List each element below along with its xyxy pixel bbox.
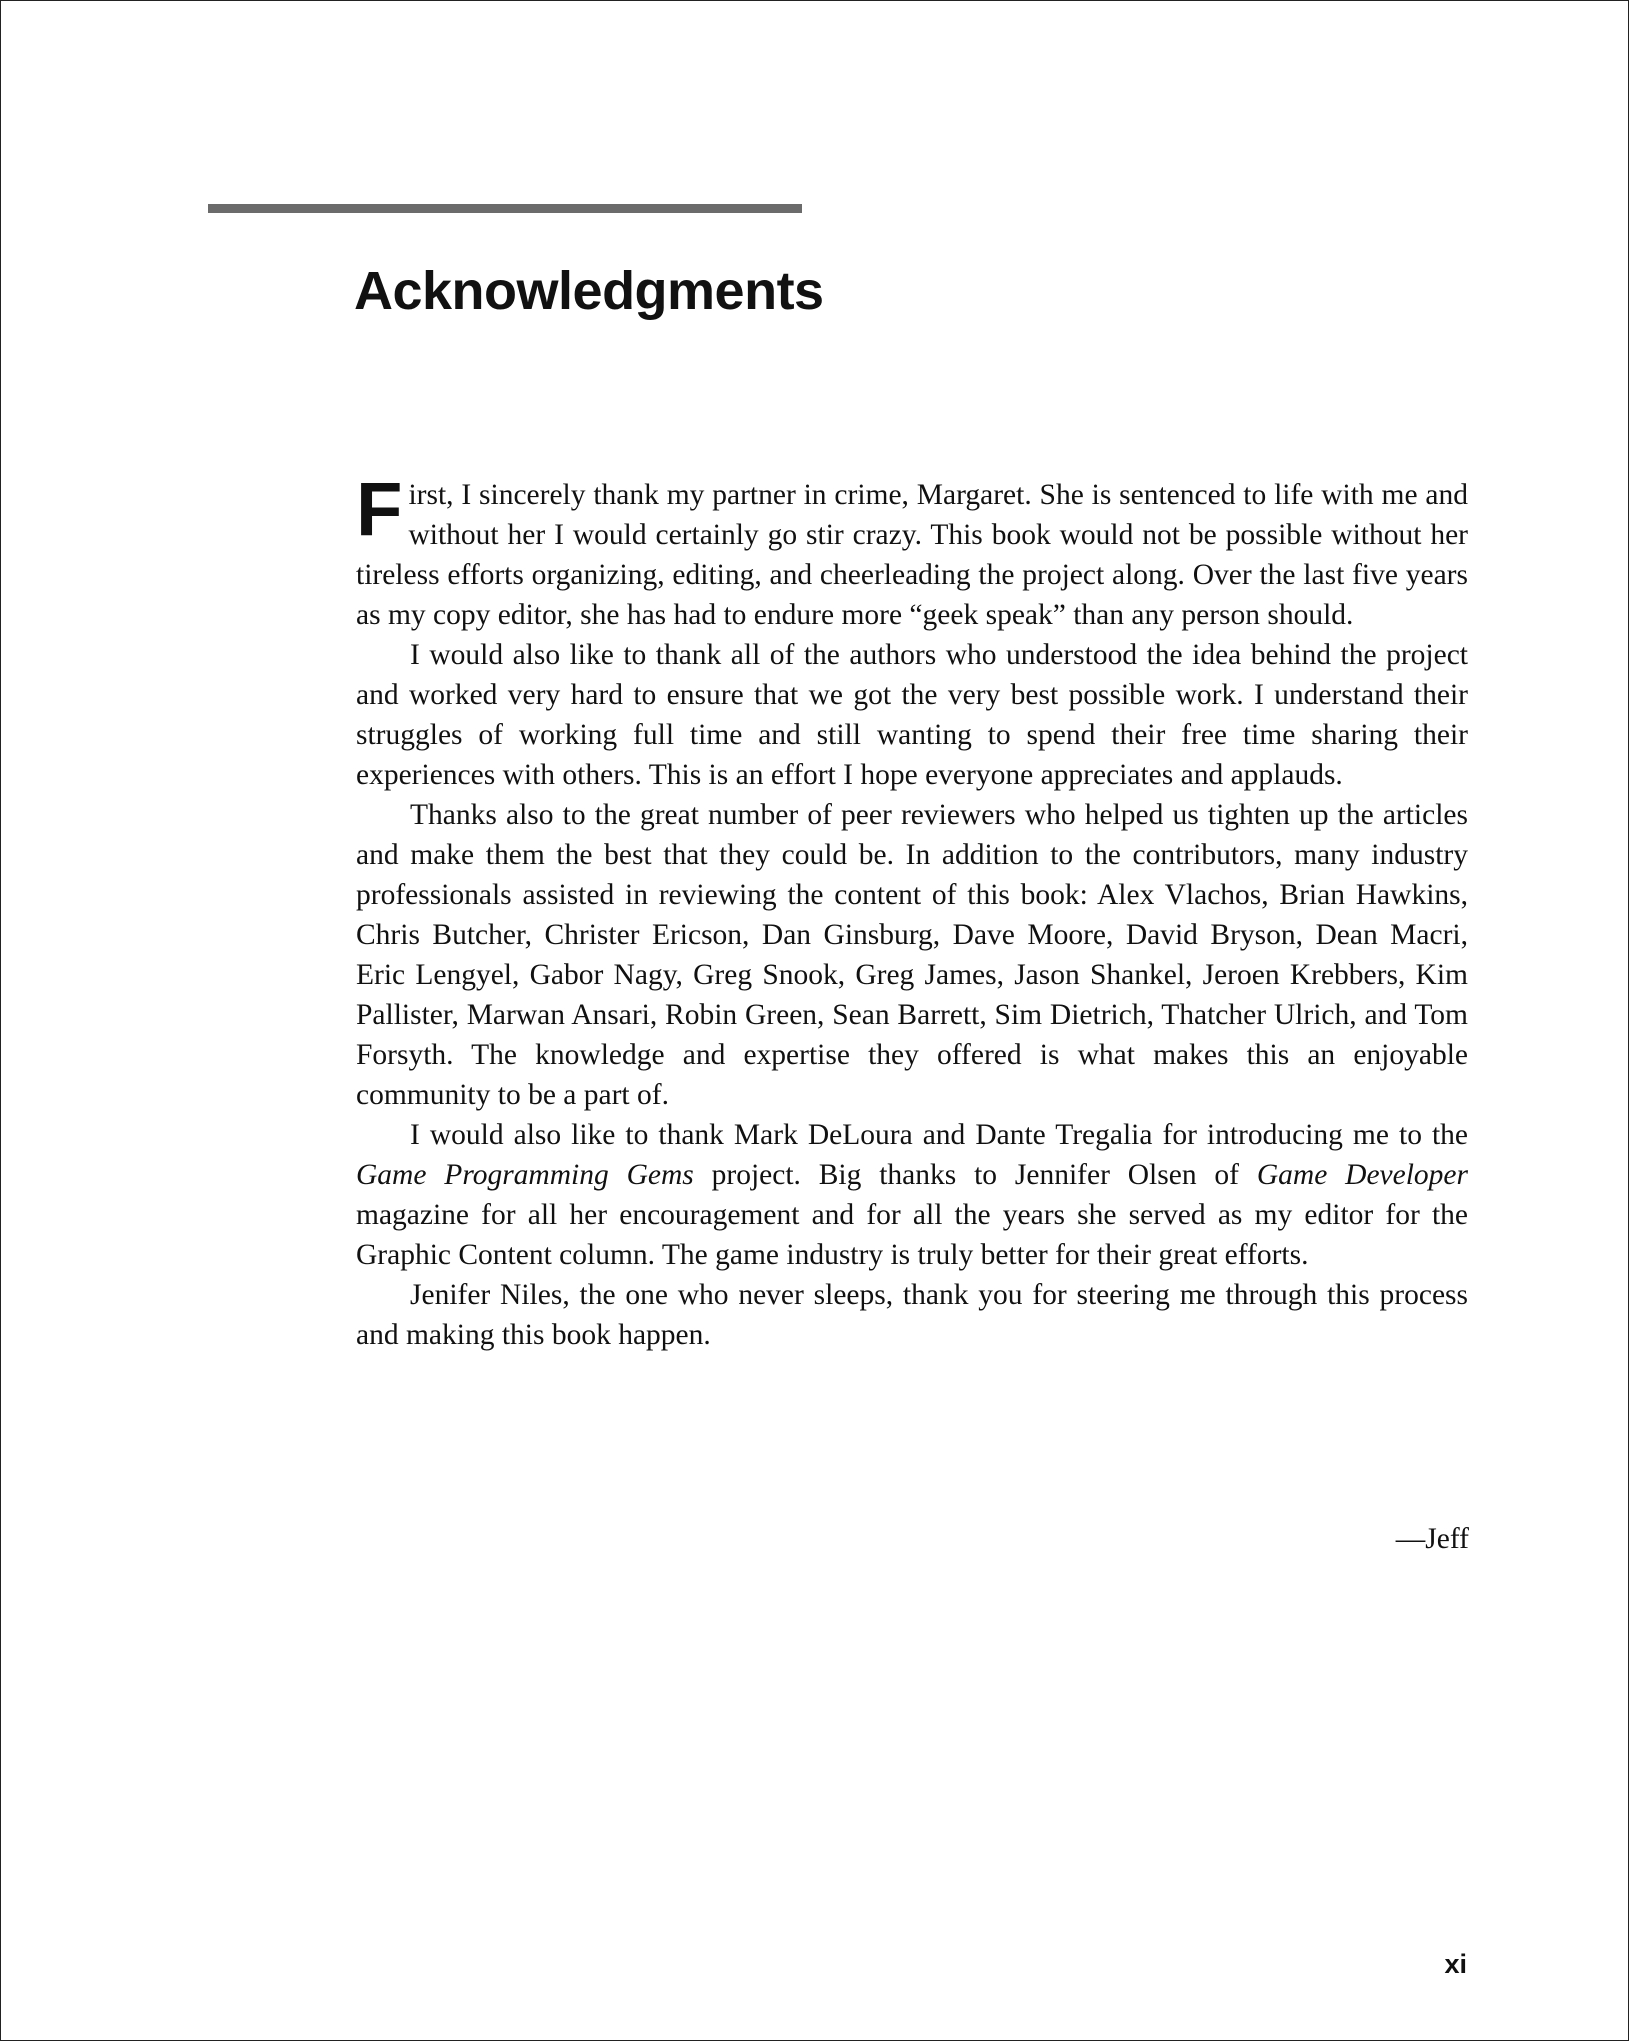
paragraph-4 — [356, 1115, 1468, 1275]
signature: —Jeff — [1395, 1523, 1469, 1555]
page-title: Acknowledgments — [354, 261, 824, 321]
paragraph-3: Thanks also to the great number of peer reviewers who helped us tighten up the articles and make them the best that they could be. In addition to the contributors, many industry professionals assisted in reviewing the content of this book: Alex Vlachos, Brian Hawkins, Chris Butcher, Christer Ericson, Dan Ginsburg, Dave Moore, David Bryson, Dean Macri, Eric Lengyel, Gabor Nagy, Greg Snook, Greg James, Jason Shankel, Jeroen Krebbers, Kim Pallister, Marwan Ansari, Robin Green, Sean Barrett, Sim Dietrich, Thatcher Ulrich, and Tom Forsyth. The knowledge and expertise they offered is what makes this an enjoyable community to be a part of. — [356, 799, 1468, 1111]
paragraph-4-text-a: I would also like to thank Mark DeLoura and Dante Tregalia for introducing me to the — [410, 1119, 1468, 1151]
paragraph-4-text-c: magazine for all her encouragement and for all the years she served as my editor for the Graphic Content column. The game industry is truly better for their great efforts. — [356, 1199, 1468, 1271]
page-number: xi — [1444, 1949, 1467, 1979]
magazine-title: Game Developer — [1256, 1159, 1468, 1191]
book-title-gems: Game Programming Gems — [356, 1159, 694, 1191]
heading-rule — [208, 204, 802, 213]
paragraph-5: Jenifer Niles, the one who never sleeps, thank you for steering me through this process and making this book happen. — [356, 1279, 1468, 1351]
paragraph-1-text: irst, I sincerely thank my partner in crime, Margaret. She is sentenced to life with me and without her I would certainly go stir crazy. This book would not be possible without her tireless efforts organizing, editing, and cheerleading the project along. Over the last five years as my copy editor, she has had to endure more “geek speak” than any person should. — [356, 479, 1468, 631]
paragraph-4-text-b: project. Big thanks to Jennifer Olsen of — [693, 1159, 1257, 1191]
paragraph-1 — [356, 467, 1468, 635]
drop-cap: F — [356, 467, 403, 552]
acknowledgments-body — [356, 467, 1468, 1355]
paragraph-2: I would also like to thank all of the authors who understood the idea behind the project and worked very hard to ensure that we got the very best possible work. I understand their struggles of working full time and still wanting to spend their free time sharing their experiences with others. This is an effort I hope everyone appreciates and applauds. — [356, 639, 1468, 791]
